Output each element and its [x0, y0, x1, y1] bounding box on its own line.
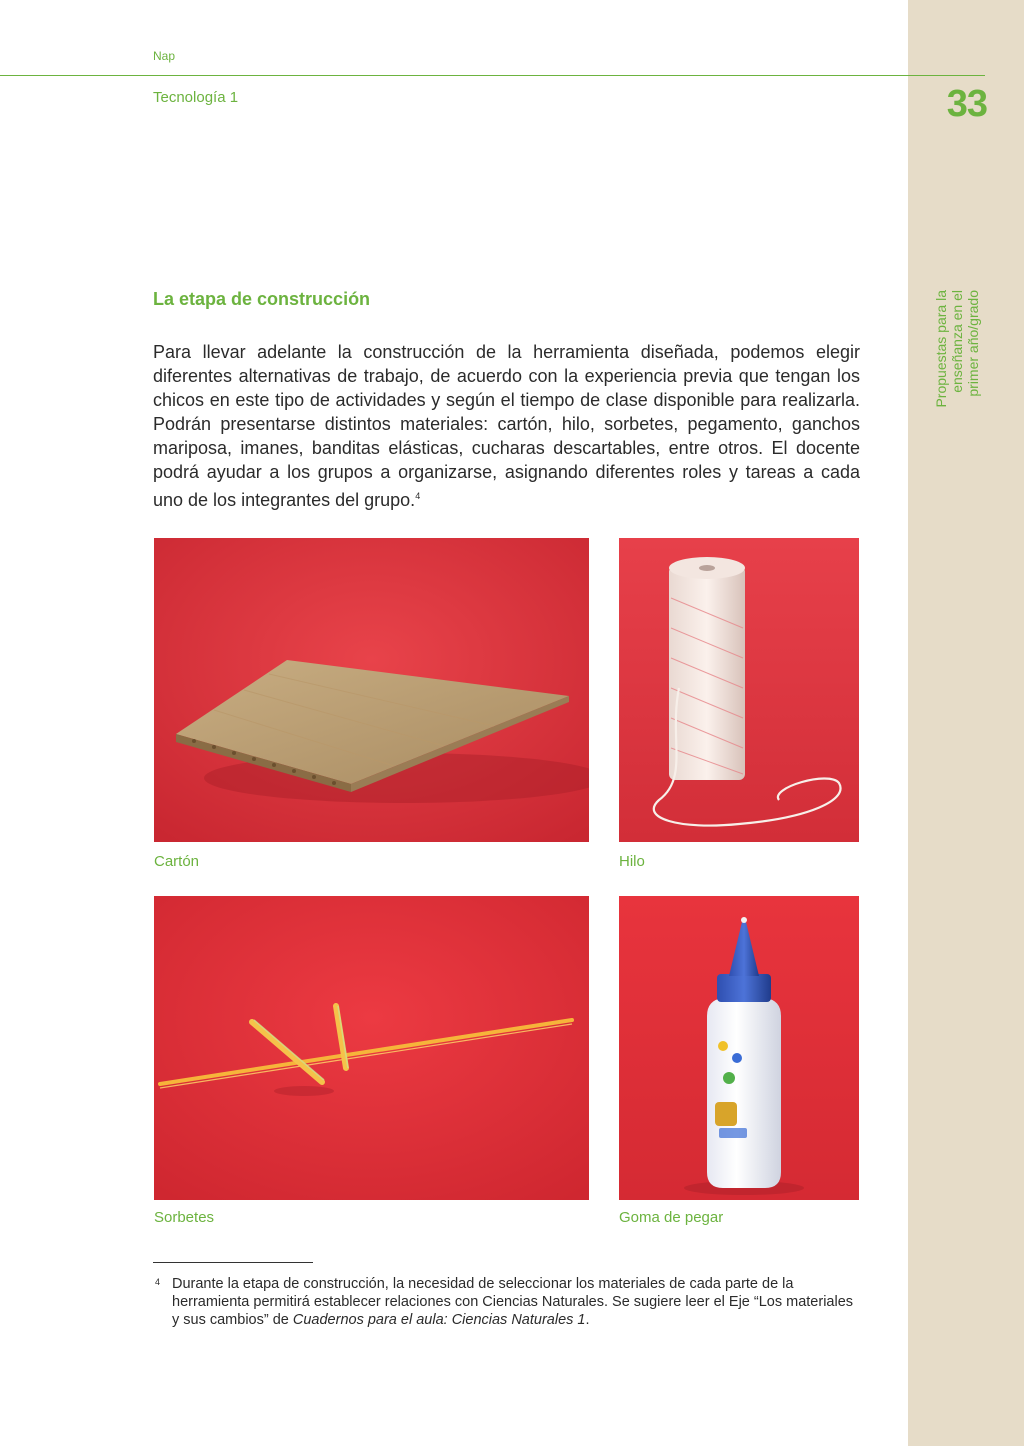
photo-carton	[154, 538, 589, 842]
sidebar-vertical-label: Propuestas para la enseñanza en el primer año/grado	[933, 290, 981, 408]
photo-hilo	[619, 538, 859, 842]
photo-sorbetes	[154, 896, 589, 1200]
carton-illustration	[154, 538, 589, 842]
caption-sorbetes: Sorbetes	[154, 1209, 215, 1226]
body-paragraph	[153, 340, 860, 512]
footnote-text	[172, 1275, 862, 1329]
footnote-text-before: Durante la etapa de construcción, la necesidad de seleccionar los materiales de cada parte de la herramienta permitirá establecer relaciones con Ciencias Naturales. Se sugiere leer el Eje “Los materiales y sus cambios” de	[172, 1276, 854, 1328]
caption-goma-de-pegar: Goma de pegar	[619, 1209, 724, 1226]
glue-bottle-illustration	[619, 896, 859, 1200]
body-paragraph-text: Para llevar adelante la construcción de la herramienta diseñada, podemos elegir diferentes alternativas de trabajo, de acuerdo con la experiencia previa que tengan los chicos en este tipo de actividades y según el tiempo de clase disponible para realizarla. Podrán presentarse distintos materiales: cartón, hilo, sorbetes, pegamento, ganchos mariposa, imanes, banditas elásticas, cucharas descartables, entre otros. El docente podrá ayudar a los grupos a organizarse, asignando diferentes roles y tareas a cada uno de los integrantes del grupo.	[153, 342, 860, 510]
footnote-mark: 4	[155, 1277, 161, 1287]
sidebar-band	[908, 0, 1024, 1446]
caption-hilo: Hilo	[619, 853, 645, 870]
sidebar-vertical-text	[933, 290, 991, 430]
series-label: Nap	[153, 49, 176, 63]
footnote-reference: 4	[415, 491, 421, 501]
section-title: La etapa de construcción	[153, 289, 371, 309]
footnote-rule	[153, 1262, 313, 1263]
header-rule	[0, 75, 985, 76]
page-number: 33	[946, 83, 987, 125]
straws-illustration	[154, 896, 589, 1200]
thread-spool-illustration	[619, 538, 859, 842]
caption-carton: Cartón	[154, 853, 200, 870]
footnote-book-title: Cuadernos para el aula: Ciencias Naturales 1	[292, 1312, 586, 1328]
subject-label: Tecnología 1	[153, 89, 239, 106]
footnote-text-after: .	[585, 1312, 590, 1328]
photo-goma-de-pegar	[619, 896, 859, 1200]
